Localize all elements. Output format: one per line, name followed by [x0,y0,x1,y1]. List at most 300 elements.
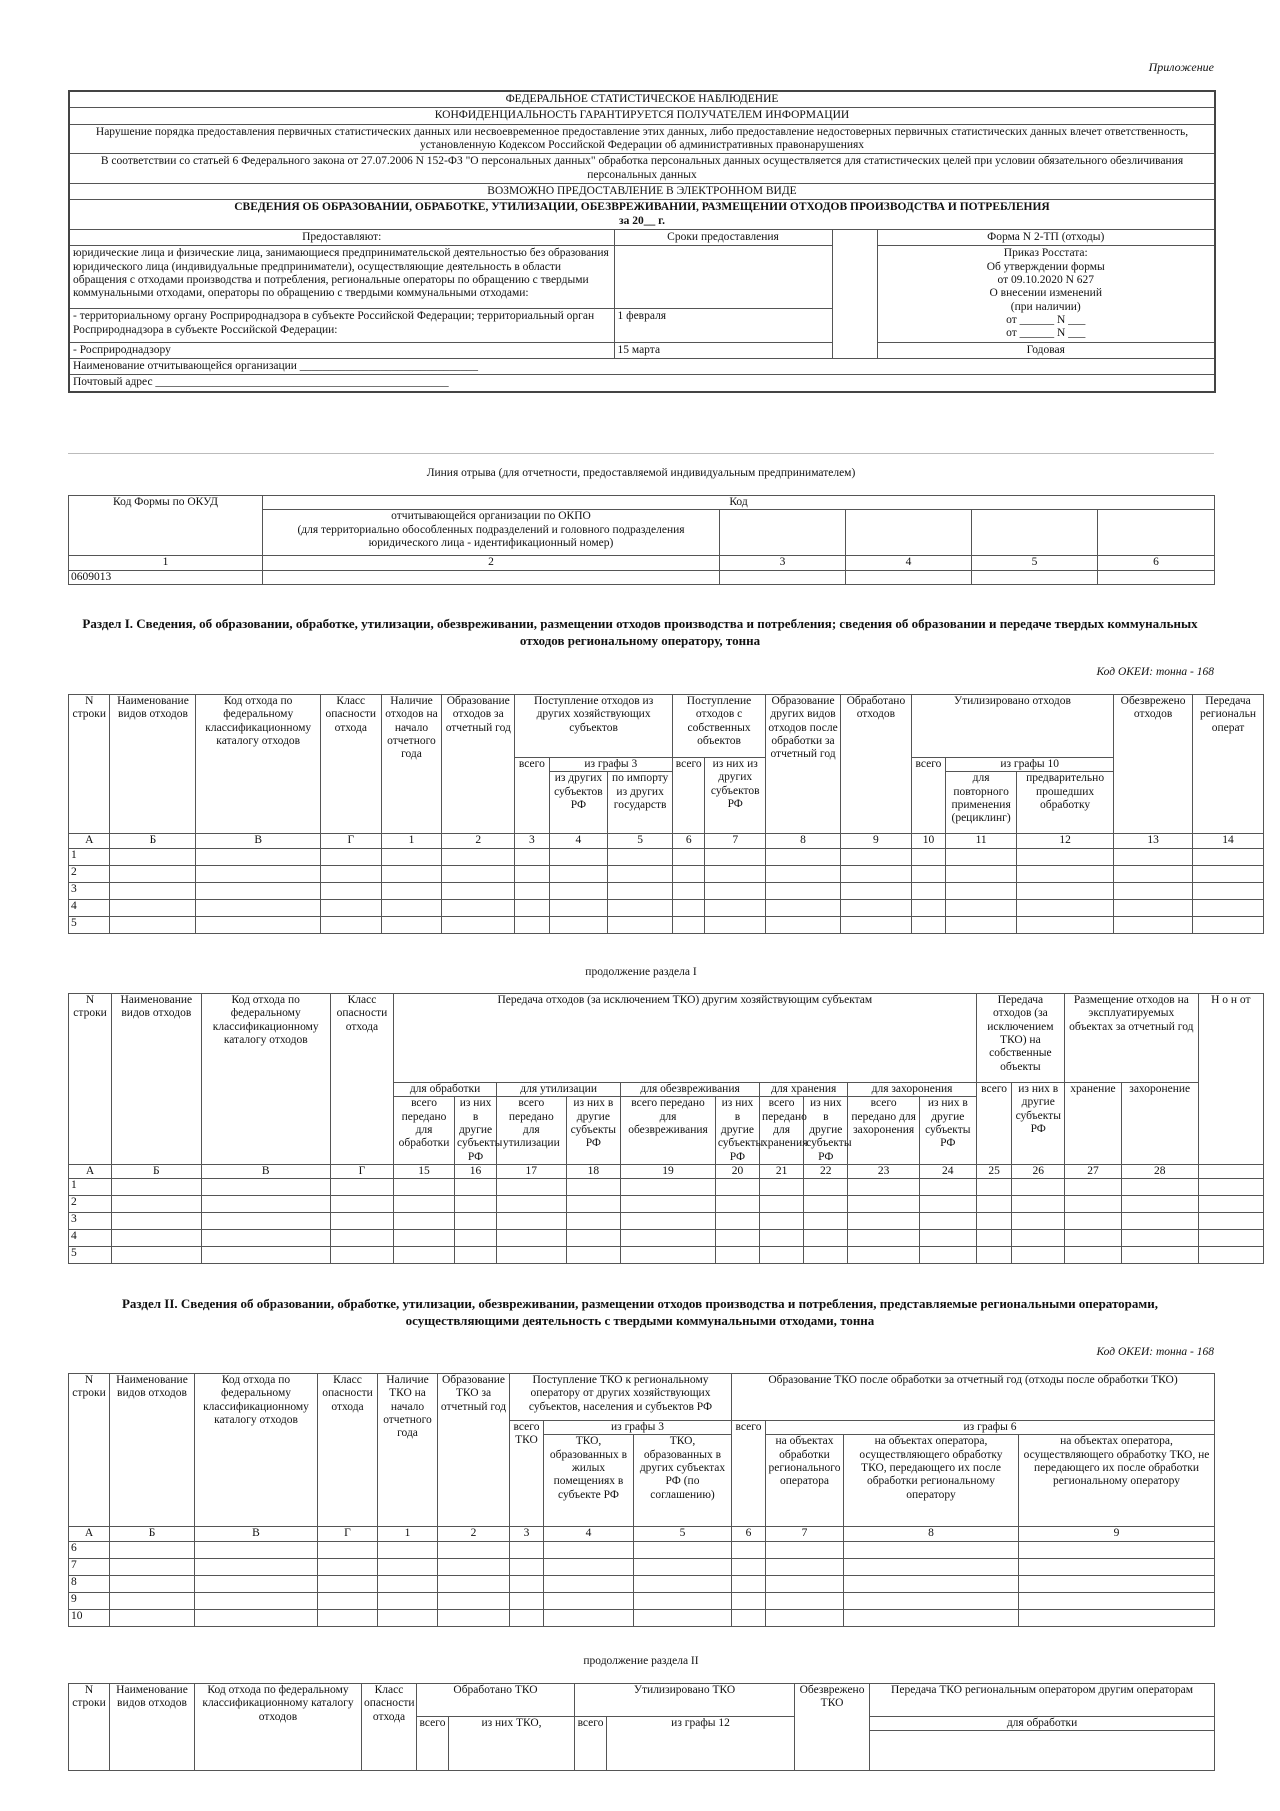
code-cell[interactable] [720,570,846,584]
h-total-tko: всего ТКО [510,1421,544,1527]
data-cell[interactable] [195,1541,318,1558]
data-cell[interactable] [515,882,549,899]
data-cell[interactable] [848,1179,920,1196]
data-cell[interactable] [840,848,911,865]
column-number: 26 [1012,1164,1065,1178]
data-cell[interactable] [976,1179,1012,1196]
data-cell[interactable] [110,1558,195,1575]
data-cell[interactable] [330,1247,393,1264]
data-cell[interactable] [378,1609,438,1626]
column-number: 3 [510,1527,544,1541]
data-cell[interactable] [840,899,911,916]
providers-text: юридические лица и физические лица, занимающиеся предпринимательской деятельностью без образования юридического лица (индивидуальные предприниматели), осуществляющие деятельность в области обращения с отходами производства и потребления, региональные операторы по обращению с твердыми коммунальными отходами, операторы по обращению с твердыми коммунальными отходами: [69,246,614,309]
data-cell[interactable] [732,1592,766,1609]
data-cell[interactable] [715,1179,759,1196]
data-cell[interactable] [1012,1247,1065,1264]
data-cell[interactable] [1017,848,1114,865]
data-cell[interactable] [201,1230,330,1247]
data-cell[interactable] [112,1196,201,1213]
data-cell[interactable] [195,1575,318,1592]
col-deadlines: Сроки предоставления [614,229,832,245]
data-cell[interactable] [1017,916,1114,933]
data-cell[interactable] [566,1196,621,1213]
data-cell[interactable] [1121,1179,1198,1196]
data-cell[interactable] [320,865,381,882]
data-cell[interactable] [394,1196,455,1213]
data-cell[interactable] [673,899,705,916]
data-cell[interactable] [844,1541,1019,1558]
form-title: СВЕДЕНИЯ ОБ ОБРАЗОВАНИИ, ОБРАБОТКЕ, УТИЛИЗАЦИИ, ОБЕЗВРЕЖИВАНИИ, РАЗМЕЩЕНИИ ОТХОДОВ ПРОИЗВОДСТВА И ПОТРЕБЛЕНИЯ [234,201,1050,214]
data-cell[interactable] [608,865,673,882]
data-cell[interactable] [110,882,196,899]
column-number: 27 [1065,1164,1122,1178]
data-cell[interactable] [497,1230,566,1247]
column-number: 9 [840,834,911,848]
data-cell[interactable] [621,1179,716,1196]
column-number: 8 [844,1527,1019,1541]
data-cell[interactable] [442,899,515,916]
data-cell[interactable] [195,1592,318,1609]
data-cell[interactable] [455,1247,497,1264]
data-cell[interactable] [848,1230,920,1247]
data-cell[interactable] [1012,1179,1065,1196]
data-cell[interactable] [634,1558,732,1575]
data-cell[interactable] [515,899,549,916]
data-cell[interactable] [1193,899,1264,916]
data-cell[interactable] [804,1196,848,1213]
data-cell[interactable] [1065,1230,1122,1247]
data-cell[interactable] [840,916,911,933]
data-cell[interactable] [438,1558,510,1575]
data-cell[interactable] [515,916,549,933]
data-cell[interactable] [634,1541,732,1558]
data-cell[interactable] [760,1230,804,1247]
data-cell[interactable] [566,1179,621,1196]
h-of-col3: из графы 3 [544,1421,732,1435]
data-cell[interactable] [766,1609,844,1626]
h-n: N строки [69,1684,110,1771]
data-cell[interactable] [911,848,945,865]
data-cell[interactable] [442,865,515,882]
data-cell[interactable] [497,1247,566,1264]
data-cell[interactable] [840,882,911,899]
data-cell[interactable] [705,865,766,882]
row-number: 3 [69,882,110,899]
data-cell[interactable] [381,848,442,865]
data-cell[interactable] [1114,899,1193,916]
data-cell[interactable] [1193,882,1264,899]
data-cell[interactable] [608,899,673,916]
data-cell[interactable] [621,1247,716,1264]
data-cell[interactable] [1065,1196,1122,1213]
data-cell[interactable] [318,1558,378,1575]
data-cell[interactable] [549,899,608,916]
data-cell[interactable] [196,848,320,865]
data-cell[interactable] [766,1592,844,1609]
code-cell[interactable] [972,510,1098,556]
data-cell[interactable] [381,882,442,899]
data-cell[interactable] [201,1179,330,1196]
data-cell[interactable] [705,916,766,933]
data-cell[interactable] [510,1575,544,1592]
data-cell[interactable] [1114,865,1193,882]
data-cell[interactable] [112,1179,201,1196]
data-cell[interactable] [1198,1196,1263,1213]
data-cell[interactable] [1121,1196,1198,1213]
data-cell[interactable] [621,1196,716,1213]
column-number: 2 [442,834,515,848]
data-cell[interactable] [510,1541,544,1558]
data-cell[interactable] [330,1196,393,1213]
data-cell[interactable] [608,916,673,933]
column-number: 24 [919,1164,976,1178]
data-cell[interactable] [515,865,549,882]
data-cell[interactable] [1065,1213,1122,1230]
data-cell[interactable] [919,1196,976,1213]
data-cell[interactable] [766,848,841,865]
column-number: 15 [394,1164,455,1178]
h-recv: Поступление ТКО к региональному оператору от других хозяйствующих субъектов, населения и субъектов РФ [510,1374,732,1421]
h-burial: захоронение [1121,1083,1198,1165]
data-cell[interactable] [911,882,945,899]
data-cell[interactable] [110,1575,195,1592]
code-label: Код [263,496,1215,510]
data-cell[interactable] [320,899,381,916]
data-cell[interactable] [715,1247,759,1264]
data-cell[interactable] [110,1541,195,1558]
code-cell[interactable] [1098,510,1215,556]
data-cell[interactable] [195,1609,318,1626]
section2-table [68,1373,1215,1627]
data-cell[interactable] [673,882,705,899]
code-cell[interactable] [720,510,846,556]
data-cell[interactable] [1193,848,1264,865]
column-number: 7 [705,834,766,848]
data-cell[interactable] [510,1592,544,1609]
data-cell[interactable] [110,916,196,933]
data-cell[interactable] [394,1213,455,1230]
data-cell[interactable] [438,1575,510,1592]
data-cell[interactable] [946,865,1017,882]
column-number [1198,1164,1263,1178]
data-cell[interactable] [510,1558,544,1575]
data-cell[interactable] [196,865,320,882]
data-cell[interactable] [919,1213,976,1230]
data-cell[interactable] [201,1196,330,1213]
data-cell[interactable] [732,1575,766,1592]
h-neut: для обезвреживания [621,1083,760,1097]
h-start: Наличие отходов на начало отчетного года [381,695,442,834]
data-cell[interactable] [1017,882,1114,899]
data-cell[interactable] [1019,1609,1215,1626]
data-cell[interactable] [766,1558,844,1575]
data-cell[interactable] [1012,1196,1065,1213]
column-number: 22 [804,1164,848,1178]
data-cell[interactable] [394,1247,455,1264]
data-cell[interactable] [544,1575,634,1592]
data-cell[interactable] [318,1592,378,1609]
data-cell[interactable] [705,882,766,899]
h-total: всего [575,1717,607,1771]
data-cell[interactable] [804,1213,848,1230]
h-util: для утилизации [497,1083,621,1097]
col-num: 2 [263,556,720,570]
data-cell[interactable] [544,1541,634,1558]
data-cell[interactable] [544,1558,634,1575]
data-cell[interactable] [732,1558,766,1575]
data-cell[interactable] [320,916,381,933]
data-cell[interactable] [766,1541,844,1558]
data-cell[interactable] [1193,916,1264,933]
data-cell[interactable] [911,916,945,933]
data-cell[interactable] [1198,1179,1263,1196]
h-name: Наименование видов отходов [112,994,201,1165]
data-cell[interactable] [1065,1247,1122,1264]
h-of-col10: из графы 10 [946,758,1114,772]
data-cell[interactable] [911,865,945,882]
data-cell[interactable] [976,1247,1012,1264]
providers-federal: - Росприроднадзору [69,342,614,358]
data-cell[interactable] [455,1179,497,1196]
data-cell[interactable] [608,848,673,865]
data-cell[interactable] [566,1213,621,1230]
code-cell[interactable] [846,570,972,584]
h-placement: Размещение отходов на эксплуатируемых объектах за отчетный год [1065,994,1199,1083]
data-cell[interactable] [442,882,515,899]
h-n: N строки [69,1374,110,1527]
data-cell[interactable] [844,1609,1019,1626]
data-cell[interactable] [804,1247,848,1264]
header-personal-data: В соответствии со статьей 6 Федерального закона от 27.07.2006 N 152-ФЗ "О персональных данных" обработка персональных данных осуществляется для статистических целей при условии обязательного обезличивания персональных данных [69,154,1215,184]
data-cell[interactable] [946,848,1017,865]
code-cell[interactable] [1098,570,1215,584]
h-code: Код отхода по федеральному классификационному каталогу отходов [195,1684,362,1771]
h-code: Код отхода по федеральному классификационному каталогу отходов [196,695,320,834]
data-cell[interactable] [634,1575,732,1592]
data-cell[interactable] [760,1179,804,1196]
data-cell[interactable] [110,1592,195,1609]
data-cell[interactable] [946,916,1017,933]
data-cell[interactable] [946,899,1017,916]
data-cell[interactable] [381,865,442,882]
deadline-mar: 15 марта [614,342,832,358]
okpo-value[interactable] [263,570,720,584]
data-cell[interactable] [1019,1558,1215,1575]
data-cell[interactable] [544,1592,634,1609]
data-cell[interactable] [320,882,381,899]
data-cell[interactable] [621,1230,716,1247]
h-total: всего [976,1083,1012,1165]
row-number: 2 [69,1196,112,1213]
data-cell[interactable] [1017,865,1114,882]
data-cell[interactable] [804,1230,848,1247]
data-cell[interactable] [673,848,705,865]
data-cell[interactable] [438,1609,510,1626]
data-cell[interactable] [919,1230,976,1247]
data-cell[interactable] [705,848,766,865]
data-cell[interactable] [201,1213,330,1230]
col-providers: Предоставляют: [69,229,614,245]
data-cell[interactable] [848,1247,920,1264]
data-cell[interactable] [766,899,841,916]
data-cell[interactable] [766,1575,844,1592]
data-cell[interactable] [455,1196,497,1213]
data-cell[interactable] [549,916,608,933]
data-cell[interactable] [1019,1575,1215,1592]
data-cell[interactable] [378,1575,438,1592]
data-cell[interactable] [844,1575,1019,1592]
data-cell[interactable] [381,899,442,916]
data-cell[interactable] [760,1247,804,1264]
data-cell[interactable] [1193,865,1264,882]
data-cell[interactable] [455,1213,497,1230]
data-cell[interactable] [438,1541,510,1558]
column-number: 18 [566,1164,621,1178]
data-cell[interactable] [497,1213,566,1230]
column-number: 4 [549,834,608,848]
column-number: 28 [1121,1164,1198,1178]
data-cell[interactable] [844,1592,1019,1609]
data-cell[interactable] [766,916,841,933]
data-cell[interactable] [320,848,381,865]
data-cell[interactable] [110,899,196,916]
data-cell[interactable] [515,848,549,865]
data-cell[interactable] [549,848,608,865]
postal-address-field[interactable]: Почтовый адрес ___________________________________________________ [69,375,1215,392]
data-cell[interactable] [330,1213,393,1230]
data-cell[interactable] [715,1196,759,1213]
data-cell[interactable] [112,1213,201,1230]
data-cell[interactable] [1198,1213,1263,1230]
data-cell[interactable] [381,916,442,933]
data-cell[interactable] [919,1247,976,1264]
data-cell[interactable] [1012,1230,1065,1247]
data-cell[interactable] [442,916,515,933]
data-cell[interactable] [438,1592,510,1609]
data-cell[interactable] [608,882,673,899]
h-of-which: из них ТКО, [449,1717,575,1771]
data-cell[interactable] [455,1230,497,1247]
data-cell[interactable] [394,1179,455,1196]
h-t-bury: всего передано для захоронения [848,1097,920,1165]
h-neutralized: Обезврежено отходов [1114,695,1193,834]
data-cell[interactable] [510,1609,544,1626]
data-cell[interactable] [1114,848,1193,865]
data-cell[interactable] [621,1213,716,1230]
data-cell[interactable] [673,865,705,882]
data-cell[interactable] [1121,1230,1198,1247]
data-cell[interactable] [394,1230,455,1247]
data-cell[interactable] [497,1179,566,1196]
data-cell[interactable] [1114,916,1193,933]
data-cell[interactable] [378,1541,438,1558]
data-cell[interactable] [318,1609,378,1626]
h-name: Наименование видов отходов [110,1684,195,1771]
column-number: В [196,834,320,848]
table-row [69,1247,1264,1264]
column-number: 20 [715,1164,759,1178]
column-number: 12 [1017,834,1114,848]
data-cell[interactable] [330,1230,393,1247]
data-cell[interactable] [442,848,515,865]
data-cell[interactable] [566,1230,621,1247]
data-cell[interactable] [634,1609,732,1626]
data-cell[interactable] [549,865,608,882]
data-cell[interactable] [318,1575,378,1592]
data-cell[interactable] [911,899,945,916]
data-cell[interactable] [378,1592,438,1609]
data-cell[interactable] [549,882,608,899]
data-cell[interactable] [1012,1213,1065,1230]
data-cell[interactable] [705,899,766,916]
h-at-op-notransfer: на объектах оператора, осуществляющего обработку ТКО, не передающего их после обработки региональному оператору [1019,1435,1215,1527]
data-cell[interactable] [544,1609,634,1626]
data-cell[interactable] [110,848,196,865]
data-cell[interactable] [566,1247,621,1264]
data-cell[interactable] [848,1196,920,1213]
data-cell[interactable] [760,1213,804,1230]
data-cell[interactable] [848,1213,920,1230]
org-name-field[interactable]: Наименование отчитывающейся организации _______________________________ [69,358,1215,374]
data-cell[interactable] [497,1196,566,1213]
data-cell[interactable] [330,1179,393,1196]
data-cell[interactable] [976,1196,1012,1213]
data-cell[interactable] [1019,1541,1215,1558]
data-cell[interactable] [1121,1247,1198,1264]
data-cell[interactable] [1198,1230,1263,1247]
data-cell[interactable] [804,1179,848,1196]
data-cell[interactable] [919,1179,976,1196]
data-cell[interactable] [201,1247,330,1264]
data-cell[interactable] [844,1558,1019,1575]
data-cell[interactable] [1198,1247,1263,1264]
data-cell[interactable] [1114,882,1193,899]
data-cell[interactable] [196,916,320,933]
column-number: 1 [378,1527,438,1541]
data-cell[interactable] [715,1230,759,1247]
data-cell[interactable] [946,882,1017,899]
data-cell[interactable] [196,882,320,899]
data-cell[interactable] [760,1196,804,1213]
data-cell[interactable] [732,1541,766,1558]
data-cell[interactable] [110,1609,195,1626]
data-cell[interactable] [976,1213,1012,1230]
data-cell[interactable] [766,882,841,899]
data-cell[interactable] [1017,899,1114,916]
data-cell[interactable] [112,1230,201,1247]
data-cell[interactable] [110,865,196,882]
code-cell[interactable] [846,510,972,556]
data-cell[interactable] [673,916,705,933]
data-cell[interactable] [766,865,841,882]
data-cell[interactable] [732,1609,766,1626]
data-cell[interactable] [195,1558,318,1575]
h-storage: хранение [1065,1083,1122,1165]
data-cell[interactable] [196,899,320,916]
data-cell[interactable] [1065,1179,1122,1196]
data-cell[interactable] [318,1541,378,1558]
code-cell[interactable] [972,570,1098,584]
data-cell[interactable] [1121,1213,1198,1230]
data-cell[interactable] [112,1247,201,1264]
data-cell[interactable] [976,1230,1012,1247]
data-cell[interactable] [634,1592,732,1609]
table-row [69,848,1264,865]
data-cell[interactable] [840,865,911,882]
data-cell[interactable] [715,1213,759,1230]
data-cell[interactable] [1019,1592,1215,1609]
data-cell[interactable] [378,1558,438,1575]
